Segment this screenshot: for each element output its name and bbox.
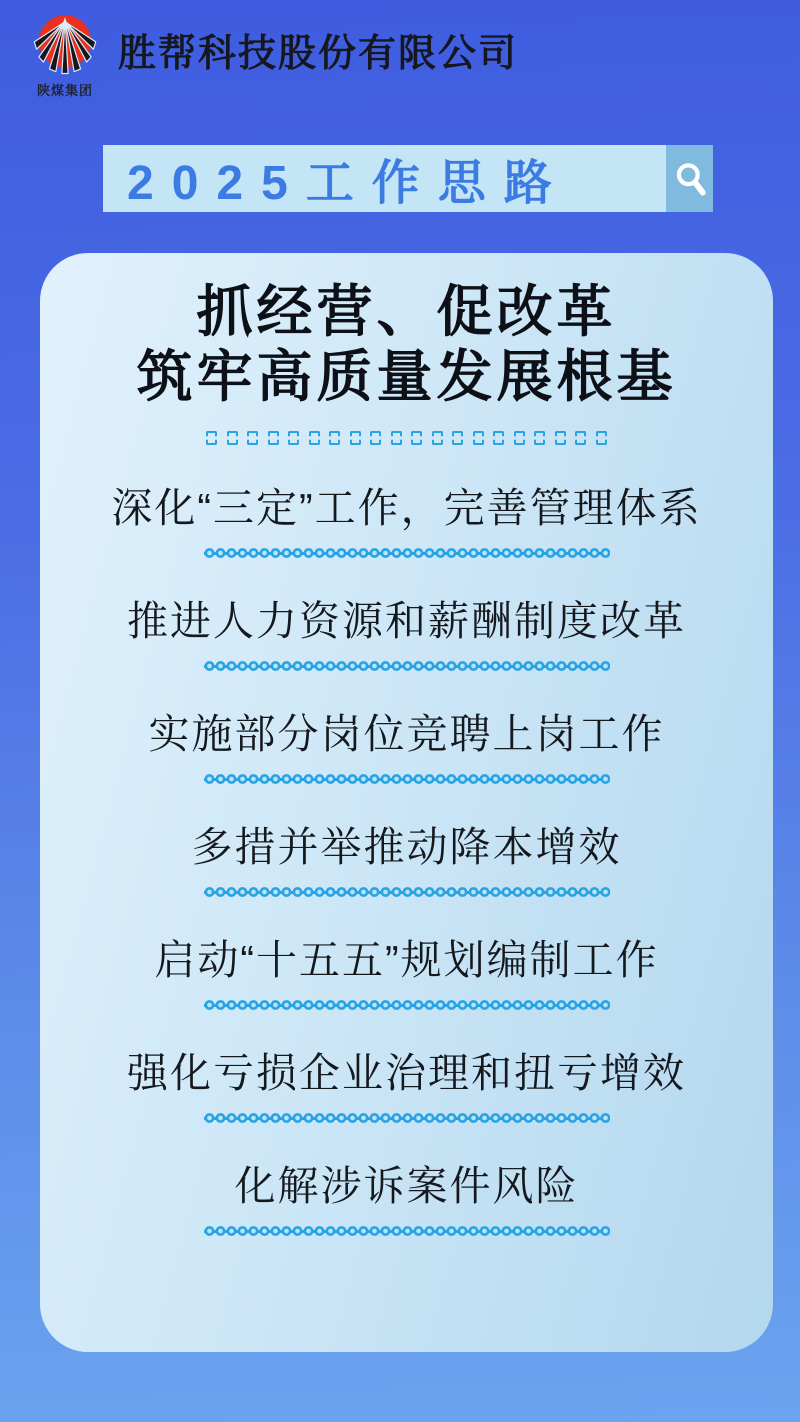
list-item-text: 强化亏损企业治理和扭亏增效 xyxy=(127,1050,686,1096)
dashed-square xyxy=(473,431,484,445)
dashed-square xyxy=(596,431,607,445)
bead-divider xyxy=(204,1112,610,1124)
list-item-text: 实施部分岗位竞聘上岗工作 xyxy=(148,711,665,757)
dashed-squares-divider xyxy=(206,429,607,446)
card-title-line1: 抓经营、促改革 xyxy=(196,280,617,343)
dashed-square xyxy=(288,431,299,445)
bead-divider xyxy=(204,886,610,898)
dashed-square xyxy=(432,431,443,445)
dashed-square xyxy=(370,431,381,445)
bead-divider xyxy=(204,660,610,672)
dashed-square xyxy=(555,431,566,445)
list-item xyxy=(149,709,665,785)
logo-caption: 陕煤集团 xyxy=(36,83,93,98)
company-name: 胜帮科技股份有限公司 xyxy=(118,33,519,75)
list-item xyxy=(127,596,686,672)
dashed-square xyxy=(514,431,525,445)
list-item-text: 深化“三定”工作，完善管理体系 xyxy=(111,485,702,531)
bead-divider xyxy=(204,999,610,1011)
dashed-square xyxy=(575,431,586,445)
dashed-square xyxy=(350,431,361,445)
dashed-square xyxy=(227,431,238,445)
title-banner xyxy=(103,145,713,212)
banner-title: 2025工作思路 xyxy=(127,157,570,210)
dashed-square xyxy=(534,431,545,445)
dashed-square xyxy=(309,431,320,445)
dashed-square xyxy=(247,431,258,445)
bead-divider xyxy=(204,773,610,785)
list-item xyxy=(111,483,701,559)
list-item-text: 推进人力资源和薪酬制度改革 xyxy=(127,598,686,644)
dashed-square xyxy=(329,431,340,445)
bead-divider xyxy=(204,547,610,559)
list-item xyxy=(154,935,658,1011)
list-item-text: 化解涉诉案件风险 xyxy=(234,1163,579,1209)
dashed-square xyxy=(493,431,504,445)
dashed-square xyxy=(268,431,279,445)
company-logo xyxy=(28,14,102,99)
dashed-square xyxy=(391,431,402,445)
card-title xyxy=(137,279,677,409)
card-title-line2: 筑牢高质量发展根基 xyxy=(136,345,677,408)
list-item-text: 多措并举推动降本增效 xyxy=(191,824,622,870)
list-item xyxy=(127,1048,686,1124)
header xyxy=(28,14,518,99)
list-item xyxy=(204,1161,610,1237)
list-item-text: 启动“十五五”规划编制工作 xyxy=(154,937,659,983)
dashed-square xyxy=(452,431,463,445)
shaanxi-coal-logo-icon xyxy=(32,14,98,78)
search-icon xyxy=(666,145,713,212)
content-card xyxy=(40,253,773,1352)
dashed-square xyxy=(411,431,422,445)
bead-divider xyxy=(204,1225,610,1237)
dashed-square xyxy=(206,431,217,445)
list-item xyxy=(192,822,622,898)
